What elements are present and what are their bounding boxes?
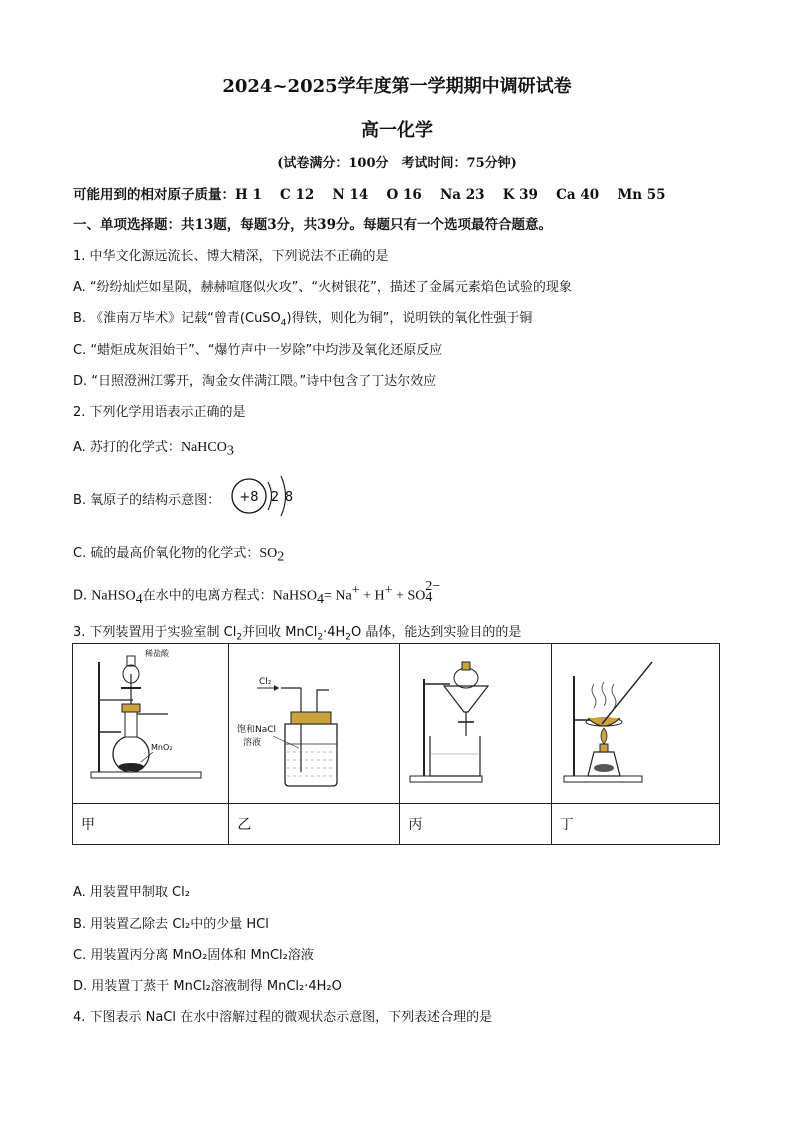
label-ding: 丁 [551,804,719,845]
q2-option-b-label: B. 氧原子的结构示意图： [73,493,221,508]
apparatus-ding-figure [552,644,719,799]
q2-option-a: A. 苏打的化学式：NaHCO$_3$ [73,440,234,459]
q2-stem: 2. 下列化学用语表示正确的是 [73,405,246,420]
q1-option-d: D. “日照澄洲江雾开，淘金女伴满江隈。”诗中包含了丁达尔效应 [73,374,437,389]
apparatus-ding-cell [551,644,719,804]
label-jia: 甲 [73,804,229,845]
label-cl2: Cl₂ [259,677,272,687]
subject-title: 高一化学 [361,120,433,141]
q3-stem: 3. 下列装置用于实验室制 $Cl_2$并回收 $MnCl_2\cdot 4H_2O$ 晶体，能达到实验目的的是 [73,625,522,643]
apparatus-yi-cell [229,644,400,804]
apparatus-jia-cell [73,644,229,804]
shell-1-electrons: 2 [270,490,280,505]
label-yi: 乙 [229,804,400,845]
apparatus-bing-figure [400,644,550,799]
shell-2-electrons: 8 [284,490,294,505]
q1-option-a: A. “纷纷灿烂如星陨，赫赫喧豗似火攻”、“火树银花”，描述了金属元素焰色试验的现象 [73,280,572,295]
q3-option-a: A. 用装置甲制取 Cl₂ [73,885,190,900]
label-solution: 溶液 [243,738,262,748]
q3-option-c: C. 用装置丙分离 MnO₂固体和 MnCl₂溶液 [73,948,314,963]
oxygen-atom-diagram [228,472,308,524]
q3-option-d: D. 用装置丁蒸干 MnCl₂溶液制得 MnCl₂·4H₂O [73,979,342,994]
q1-option-b: B. 《淮南万毕术》记载“曾青(CuSO$_4$)得铁，则化为铜”，说明铁的氧化性强于铜 [73,311,533,329]
nucleus-charge: +8 [239,490,259,505]
apparatus-jia-figure [73,644,228,799]
exam-title: 2024~2025学年度第一学期期中调研试卷 [222,76,572,97]
q4-stem: 4. 下图表示 NaCl 在水中溶解过程的微观状态示意图，下列表述合理的是 [73,1010,493,1025]
label-dilute-hcl: 稀盐酸 [145,649,169,658]
q2-option-d: D. NaHSO$_4$在水中的电离方程式：NaHSO$_4$= Na+ + H+ + SO 2− 4 [73,579,441,607]
label-bing: 丙 [400,804,551,845]
q1-option-c: C. “蜡炬成灰泪始干”、“爆竹声中一岁除”中均涉及氧化还原反应 [73,343,443,358]
label-saturated-nacl: 饱和NaCl [237,725,277,735]
exam-info: (试卷满分：100分 考试时间：75分钟) [277,156,517,171]
q3-option-b: B. 用装置乙除去 Cl₂中的少量 HCl [73,917,269,932]
q2-option-c: C. 硫的最高价氧化物的化学式：$SO_2$ [73,546,285,565]
apparatus-table [72,643,720,845]
atomic-masses: 可能用到的相对原子质量：H 1 C 12 N 14 O 16 Na 23 K 39 Ca 40 Mn 55 [73,187,666,203]
label-mno2: MnO₂ [151,743,173,752]
apparatus-bing-cell [400,644,551,804]
apparatus-yi-figure [229,644,399,799]
section-heading: 一、单项选择题：共13题，每题3分，共39分。每题只有一个选项最符合题意。 [73,217,552,233]
q1-stem: 1. 中华文化源远流长、博大精深，下列说法不正确的是 [73,249,389,264]
